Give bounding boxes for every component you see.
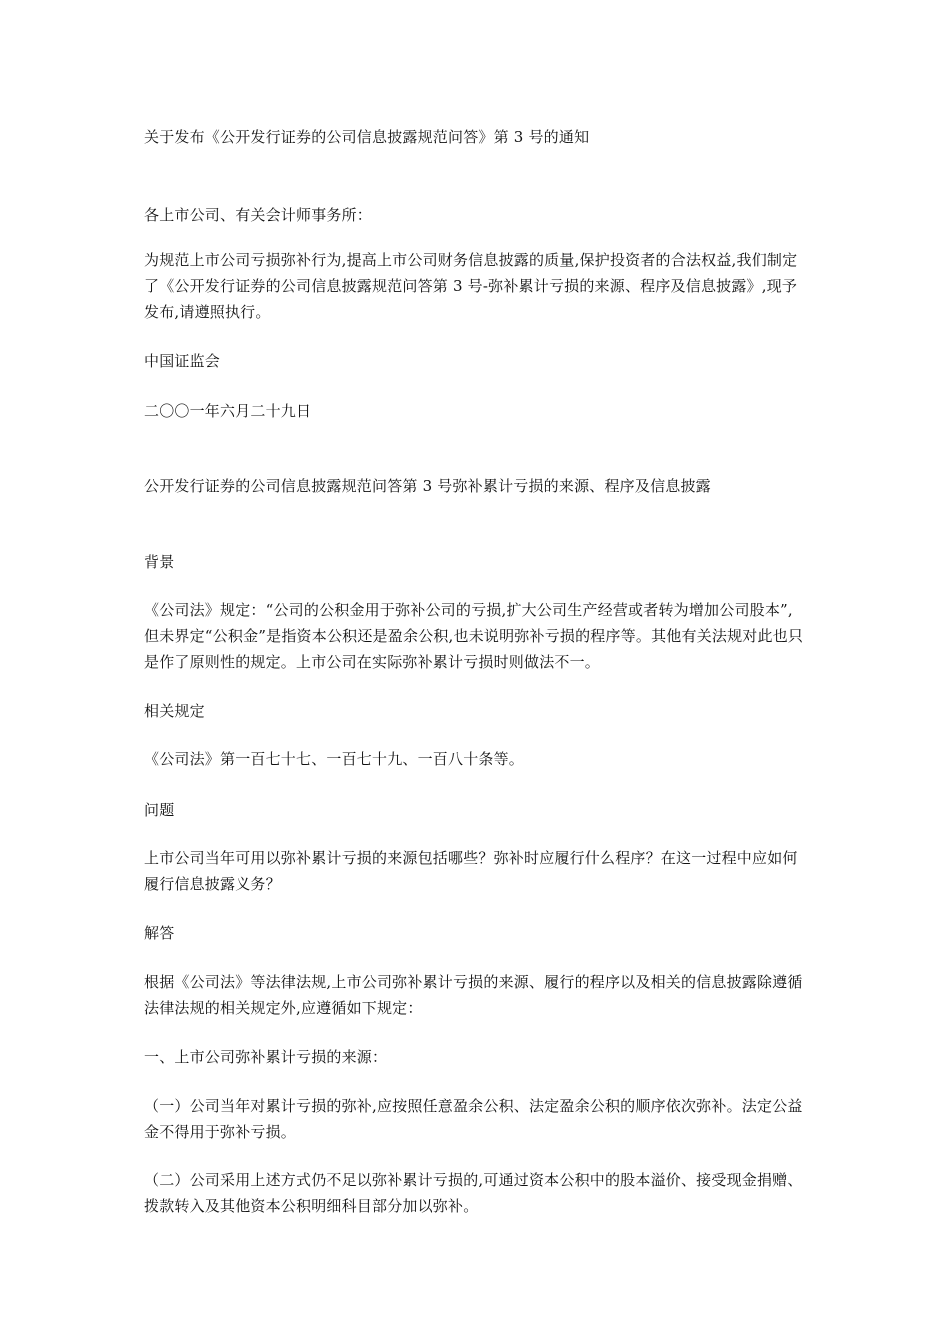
item-two: （二）公司采用上述方式仍不足以弥补累计亏损的,可通过资本公积中的股本溢价、接受现金捐赠、拨款转入及其他资本公积明细科目部分加以弥补。 xyxy=(144,1171,803,1215)
notice-title: 关于发布《公开发行证券的公司信息披露规范问答》第 3 号的通知 xyxy=(144,128,590,146)
answer-heading: 解答 xyxy=(144,924,175,942)
regulations-text: 《公司法》第一百七十七、一百七十九、一百八十条等。 xyxy=(144,750,525,768)
notice-issuer: 中国证监会 xyxy=(144,352,221,370)
qa-title: 公开发行证券的公司信息披露规范问答第 3 号弥补累计亏损的来源、程序及信息披露 xyxy=(144,477,711,495)
notice-date: 二〇〇一年六月二十九日 xyxy=(144,402,312,420)
question-heading: 问题 xyxy=(144,801,175,819)
item-one: （一）公司当年对累计亏损的弥补,应按照任意盈余公积、法定盈余公积的顺序依次弥补。法定公益金不得用于弥补亏损。 xyxy=(144,1097,803,1141)
section-one-heading: 一、上市公司弥补累计亏损的来源： xyxy=(144,1048,388,1066)
background-text: 《公司法》规定：“公司的公积金用于弥补公司的亏损,扩大公司生产经营或者转为增加公司股本”,但未界定“公积金”是指资本公积还是盈余公积,也未说明弥补亏损的程序等。其他有关法规对此也只是作了原则性的规定。上市公司在实际弥补累计亏损时则做法不一。 xyxy=(144,601,804,671)
answer-text: 根据《公司法》等法律法规,上市公司弥补累计亏损的来源、履行的程序以及相关的信息披露除遵循法律法规的相关规定外,应遵循如下规定： xyxy=(144,973,803,1017)
notice-addressee: 各上市公司、有关会计师事务所： xyxy=(144,206,373,224)
notice-body: 为规范上市公司亏损弥补行为,提高上市公司财务信息披露的质量,保护投资者的合法权益,我们制定了《公开发行证券的公司信息披露规范问答第 3 号-弥补累计亏损的来源、程序及信息披露》,现予发布,请遵照执行。 xyxy=(144,251,798,321)
background-heading: 背景 xyxy=(144,553,175,571)
regulations-heading: 相关规定 xyxy=(144,702,205,720)
question-text: 上市公司当年可用以弥补累计亏损的来源包括哪些？弥补时应履行什么程序？在这一过程中应如何履行信息披露义务？ xyxy=(144,849,798,893)
